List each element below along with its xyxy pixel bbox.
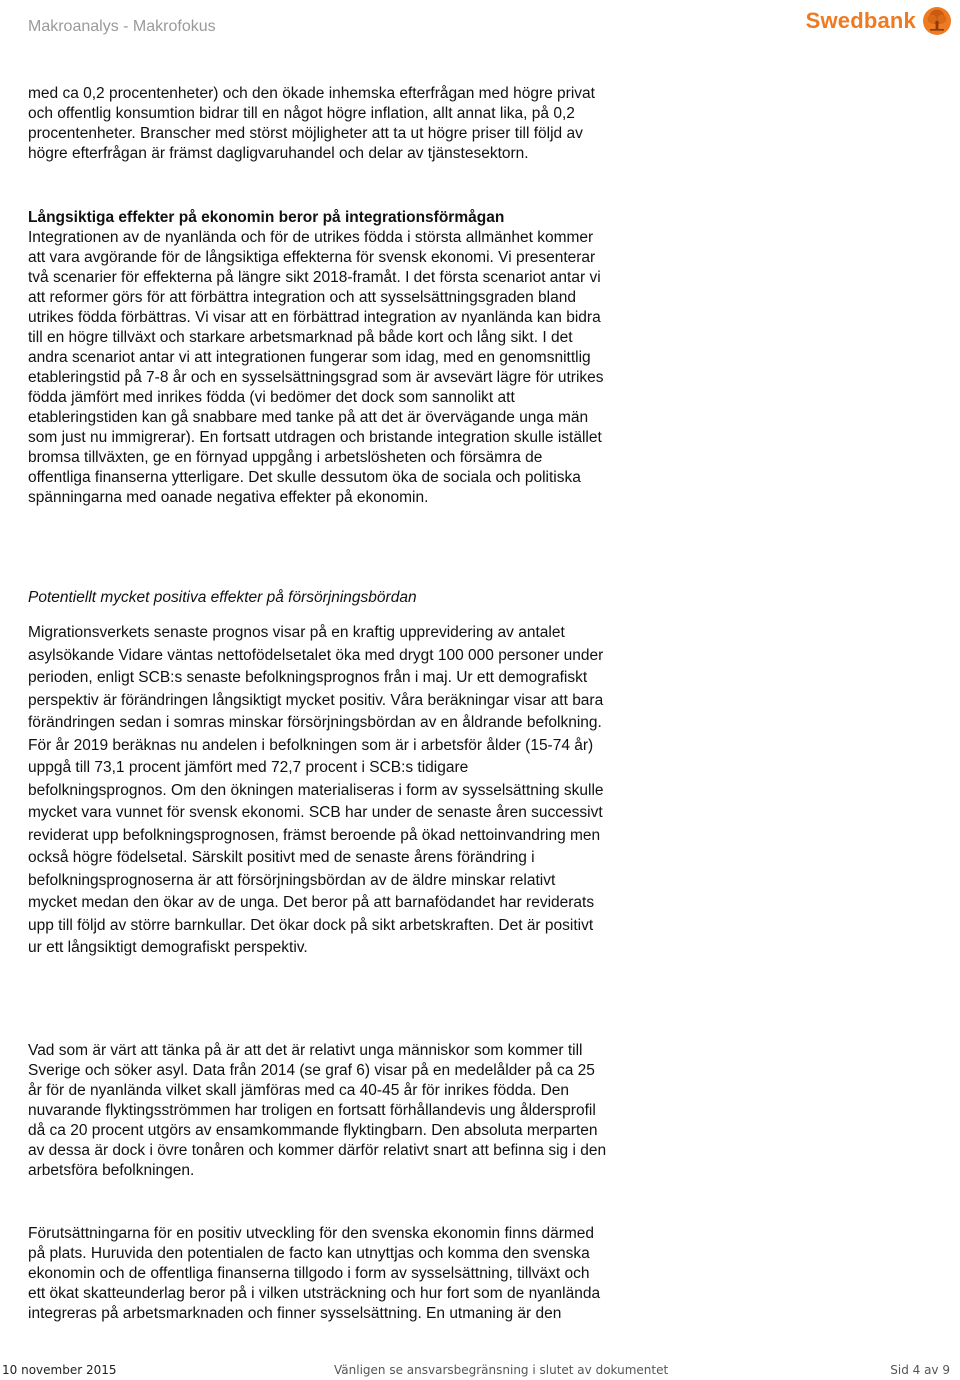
intro-paragraph: med ca 0,2 procentenheter) och den ökade inhemska efterfrågan med högre privat och offentlig konsumtion bidrar till en något högre inflation, allt annat lika, på 0,2 procentenheter. Branscher med störst möjligheter att ta ut högre priser till följd av högre efterfrågan är främst dagligvaruhandel och delar av tjänstesektorn. bbox=[28, 85, 595, 162]
swedbank-oak-tree-logo-icon bbox=[922, 6, 952, 36]
section-long-term-effects bbox=[28, 208, 608, 508]
footer-date: 10 november 2015 bbox=[2, 1363, 117, 1377]
paragraph-block-1 bbox=[28, 622, 608, 960]
section-heading-italic: Potentiellt mycket positiva effekter på försörjningsbördan bbox=[28, 589, 417, 606]
footer-disclaimer: Vänligen se ansvarsbegränsning i slutet av dokumentet bbox=[334, 1363, 669, 1377]
intro-block bbox=[28, 84, 608, 164]
body-paragraph-1: Migrationsverkets senaste prognos visar på en kraftig upprevidering av antalet asylsökande Vidare väntas nettofödelsetalet öka med drygt 100 000 personer under perioden, enligt SCB:s senaste befolkningsprognos från i maj. Ur ett demografiskt perspektiv är förändringen långsiktigt mycket positiv. Våra beräkningar visar att bara förändringen sedan i somras minskar försörjningsbördan av en åldrande befolkning. För år 2019 beräknas nu andelen i befolkningen som är i arbetsför ålder (15-74 år) uppgå till 73,1 procent jämfört med 72,7 procent i SCB:s tidigare befolkningsprognos. Om den ökningen materialiseras i form av sysselsättning skulle mycket vara vunnet för svensk ekonomi. SCB har under de senaste åren successivt reviderat upp befolkningsprognosen, främst beroende på ökad nettoinvandring men också högre födelsetal. Särskilt positivt med de senaste årens förändring i befolkningsprognoserna är att försörjningsbördan av de äldre minskar relativt mycket medan den ökar av de unga. Det beror på att barnafödandet har reviderats upp till följd av större barnkullar. Det ökar dock på sikt arbetskraften. Det är positivt ur ett långsiktigt demografiskt perspektiv. bbox=[28, 624, 604, 956]
paragraph-block-3 bbox=[28, 1224, 608, 1324]
section-body: Integrationen av de nyanlända och för de utrikes födda i största allmänhet kommer att vara avgörande för de långsiktiga effekterna för svensk ekonomi. Vi presenterar två scenarier för effekterna på längre sikt 2018-framåt. I det första scenariot antar vi att reformer görs för att förbättra integration och att sysselsättningsgraden bland utrikes födda förbättras. Vi visar att en förbättrad integration av nyanlända kan bidra till en högre tillväxt och starkare arbetsmarknad på både kort och lång sikt. I det andra scenariot antar vi att integrationen fungerar som idag, med en genomsnittlig etableringstid på 7-8 år och en sysselsättningsgrad som är avsevärt lägre för utrikes födda jämfört med inrikes födda (vi bedömer det dock som sannolikt att etableringstiden kan gå snabbare med tanke på att det är övervägande unga män som just nu immigrerar). En fortsatt utdragen och bristande integration skulle istället bromsa tillväxten, ge en förnyad uppgång i arbetslösheten och försämra de offentliga finanserna ytterligare. Det skulle dessutom öka de sociala och politiska spänningarna med oanade negativa effekter på ekonomin. bbox=[28, 229, 604, 506]
section-heading: Långsiktiga effekter på ekonomin beror på integrationsförmågan bbox=[28, 209, 505, 226]
document-series-title: Makroanalys - Makrofokus bbox=[28, 18, 216, 35]
brand bbox=[806, 6, 952, 36]
brand-name: Swedbank bbox=[805, 8, 916, 33]
body-paragraph-3: Förutsättningarna för en positiv utveckling för den svenska ekonomin finns därmed på plats. Huruvida den potentialen de facto kan utnyttjas och komma den svenska ekonomin och de offentliga finanserna tillgodo i form av sysselsättning, tillväxt och ett ökat skatteunderlag beror på i vilken utsträckning och hur fort som de nyanlända integreras på arbetsmarknaden och finner sysselsättning. En utmaning är den bbox=[28, 1225, 601, 1322]
body-paragraph-2: Vad som är värt att tänka på är att det är relativt unga människor som kommer till Sverige och söker asyl. Data från 2014 (se graf 6) visar på en medelålder på ca 25 år för de nyanlända vilket skall jämföras med ca 40-45 år för inrikes födda. Den nuvarande flyktingsströmmen har troligen en fortsatt förhållandevis ung åldersprofil då ca 20 procent utgörs av ensamkommande flyktingbarn. Den absoluta merparten av dessa är dock i övre tonåren och kommer därför relativt snart att befinna sig i den arbetsföra befolkningen. bbox=[28, 1042, 607, 1179]
paragraph-block-2 bbox=[28, 1041, 608, 1181]
section-dependency-ratio bbox=[28, 588, 608, 608]
footer-page-number: Sid 4 av 9 bbox=[890, 1363, 950, 1377]
page-footer bbox=[0, 1363, 960, 1380]
